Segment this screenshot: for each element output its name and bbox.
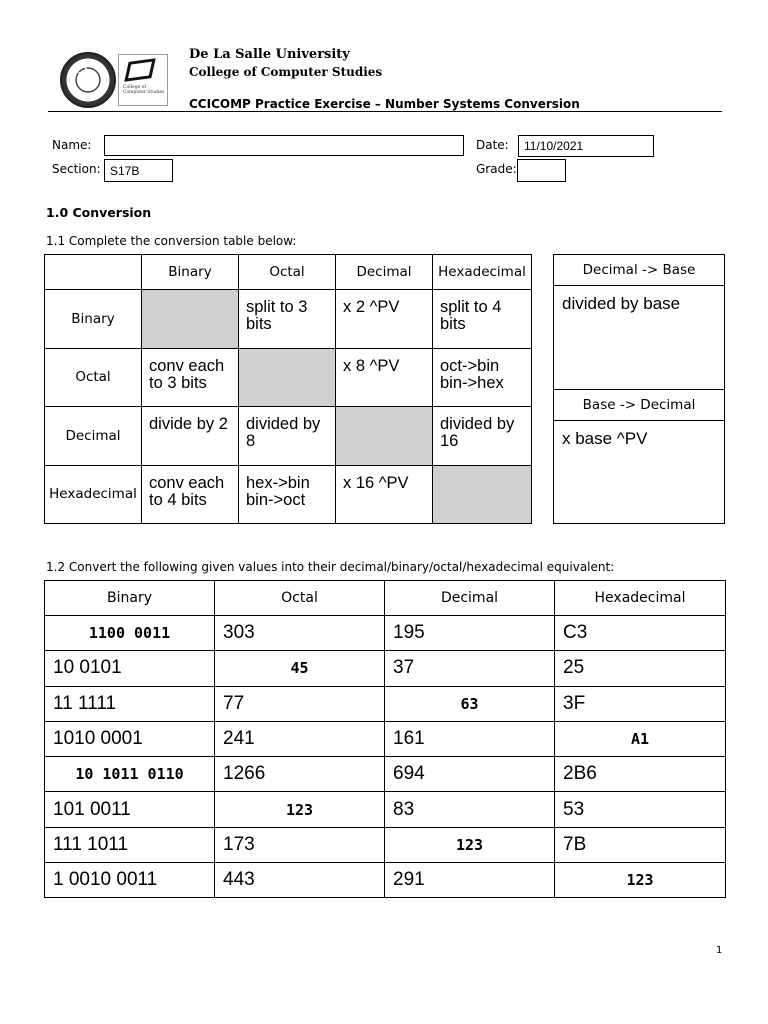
method-cell[interactable]: x 16 ^PV [336,466,433,524]
method-cell[interactable]: divided by 8 [239,407,336,466]
answer-cell[interactable]: 443 [215,863,385,898]
table-row [45,863,726,898]
row-header: Hexadecimal [45,466,142,524]
given-value-cell: 63 [385,686,555,721]
question-1-1: 1.1 Complete the conversion table below: [46,234,297,248]
date-field[interactable]: 11/10/2021 [518,135,654,157]
ccs-logo-text: College of Computer Studies [123,85,165,95]
ccs-logo-mark [124,58,155,81]
answer-cell[interactable]: 1010 0001 [45,721,215,756]
given-value-cell: A1 [555,721,726,756]
method-cell[interactable]: divide by 2 [142,407,239,466]
answer-cell[interactable]: 291 [385,863,555,898]
exercise-title: CCICOMP Practice Exercise – Number Systems Conversion [189,97,580,111]
method-cell[interactable]: split to 4 bits [433,290,532,349]
conversion-method-table [44,254,532,524]
given-value-cell: 45 [215,651,385,686]
answer-cell[interactable]: 161 [385,721,555,756]
given-value-cell: 10 1011 0110 [45,757,215,792]
method-cell[interactable]: split to 3 bits [239,290,336,349]
grade-field[interactable] [517,159,566,182]
section-label: Section: [52,162,101,176]
column-header: Octal [215,581,385,616]
method-cell[interactable]: conv each to 3 bits [142,349,239,407]
table-row [45,651,726,686]
answer-cell[interactable]: C3 [555,616,726,651]
answer-cell[interactable]: 111 1011 [45,827,215,862]
table-row [45,349,532,407]
method-cell[interactable]: conv each to 4 bits [142,466,239,524]
answer-cell[interactable]: 11 1111 [45,686,215,721]
answer-cell[interactable]: 77 [215,686,385,721]
table-row [45,757,726,792]
question-1-2: 1.2 Convert the following given values into their decimal/binary/octal/hexadecimal equivalent: [46,560,615,574]
base-conversion-rules-table [553,254,725,524]
name-field[interactable] [104,135,464,156]
ccs-logo [118,54,168,106]
blank-cell [239,349,336,407]
section-heading: 1.0 Conversion [46,205,152,220]
table-row [45,686,726,721]
given-value-cell: 123 [555,863,726,898]
method-cell[interactable]: x 2 ^PV [336,290,433,349]
college-name: College of Computer Studies [189,65,383,79]
section-field[interactable]: S17B [104,159,173,182]
answer-cell[interactable]: 173 [215,827,385,862]
table-row [45,827,726,862]
answer-cell[interactable]: 53 [555,792,726,827]
method-cell[interactable]: divided by 16 [433,407,532,466]
answer-cell[interactable]: 241 [215,721,385,756]
blank-cell [336,407,433,466]
answer-cell[interactable]: 2B6 [555,757,726,792]
dlsu-seal-logo: ★ [60,52,116,108]
column-header: Decimal [385,581,555,616]
date-label: Date: [476,138,509,152]
blank-cell [142,290,239,349]
page-number: 1 [716,945,723,956]
answer-cell[interactable]: 37 [385,651,555,686]
table-row [45,721,726,756]
base-to-dec-text[interactable]: x base ^PV [554,421,725,524]
column-header: Hexadecimal [433,255,532,290]
answer-cell[interactable]: 303 [215,616,385,651]
grade-label: Grade: [476,162,517,176]
given-value-cell: 1100 0011 [45,616,215,651]
number-conversion-table [44,580,726,898]
answer-cell[interactable]: 10 0101 [45,651,215,686]
name-label: Name: [52,138,92,152]
answer-cell[interactable]: 195 [385,616,555,651]
header-divider [48,111,722,112]
answer-cell[interactable]: 694 [385,757,555,792]
answer-cell[interactable]: 7B [555,827,726,862]
answer-cell[interactable]: 25 [555,651,726,686]
table-row [45,407,532,466]
table-row [45,466,532,524]
table-row [45,792,726,827]
method-cell[interactable]: hex->bin bin->oct [239,466,336,524]
answer-cell[interactable]: 83 [385,792,555,827]
row-header: Decimal [45,407,142,466]
dec-to-base-text[interactable]: divided by base [554,286,725,390]
column-header: Decimal [336,255,433,290]
column-header: Binary [45,581,215,616]
row-header: Octal [45,349,142,407]
answer-cell[interactable]: 101 0011 [45,792,215,827]
blank-cell [433,466,532,524]
column-header: Hexadecimal [555,581,726,616]
column-header: Octal [239,255,336,290]
row-header: Binary [45,290,142,349]
given-value-cell: 123 [385,827,555,862]
given-value-cell: 123 [215,792,385,827]
answer-cell[interactable]: 1 0010 0011 [45,863,215,898]
method-cell[interactable]: x 8 ^PV [336,349,433,407]
university-name: De La Salle University [189,47,350,62]
answer-cell[interactable]: 1266 [215,757,385,792]
answer-cell[interactable]: 3F [555,686,726,721]
dec-to-base-title: Decimal -> Base [554,255,725,286]
method-cell[interactable]: oct->bin bin->hex [433,349,532,407]
corner-cell [45,255,142,290]
table-row [45,616,726,651]
base-to-dec-title: Base -> Decimal [554,390,725,421]
table-row [45,290,532,349]
column-header: Binary [142,255,239,290]
